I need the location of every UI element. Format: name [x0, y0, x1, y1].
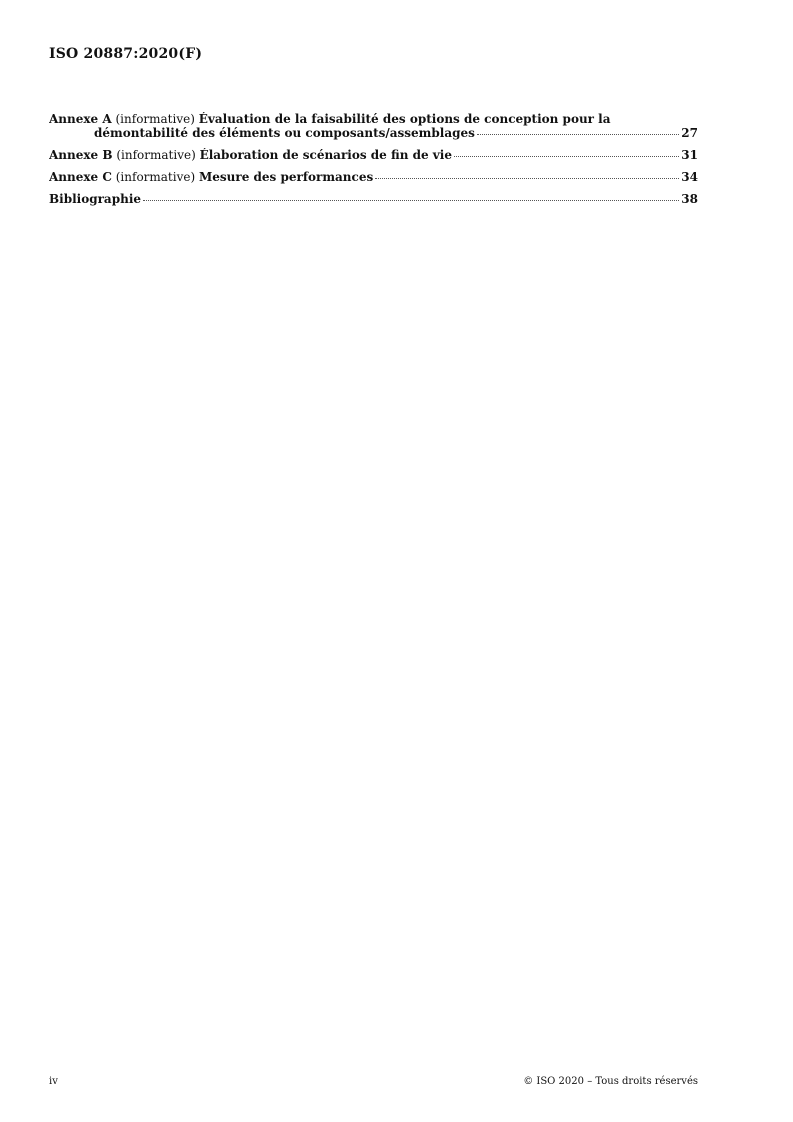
toc-entry-title-continued: démontabilité des éléments ou composants/assemblages — [94, 126, 475, 140]
dot-leader — [375, 178, 679, 179]
toc-entry-title: Élaboration de scénarios de fin de vie — [199, 148, 452, 162]
toc-entry-type: (informative) — [115, 170, 196, 184]
dot-leader — [477, 134, 679, 135]
toc-entry-line — [49, 148, 698, 162]
toc-entry-title: Bibliographie — [49, 192, 142, 206]
dot-leader — [454, 156, 679, 157]
toc-entry-annex-c[interactable] — [49, 170, 698, 184]
toc-entry-page-number: 34 — [681, 170, 698, 184]
toc-entry-page-number: 38 — [681, 192, 698, 206]
toc-entry-line — [49, 192, 698, 206]
toc-entry-annex-a[interactable] — [49, 112, 698, 140]
toc-entry-line — [49, 170, 698, 184]
toc-entry-type: (informative) — [115, 112, 195, 126]
toc-entry-second-line — [49, 126, 698, 140]
toc-entry-title: Mesure des performances — [198, 170, 374, 184]
toc-entry-text — [49, 170, 373, 184]
table-of-contents — [49, 112, 698, 214]
footer-page-number: iv — [49, 1076, 58, 1087]
toc-entry-label: Annexe A — [49, 112, 112, 126]
document-id-header: ISO 20887:2020(F) — [49, 46, 203, 62]
toc-entry-page-number: 27 — [681, 126, 698, 140]
toc-entry-text — [49, 148, 452, 162]
footer-copyright: © ISO 2020 – Tous droits réservés — [523, 1076, 698, 1087]
toc-entry-type: (informative) — [116, 148, 196, 162]
toc-entry-label: Annexe B — [49, 148, 113, 162]
toc-entry-first-line — [49, 112, 698, 126]
toc-entry-bibliography[interactable] — [49, 192, 698, 206]
toc-entry-page-number: 31 — [681, 148, 698, 162]
toc-entry-annex-b[interactable] — [49, 148, 698, 162]
toc-entry-title: Évaluation de la faisabilité des options de conception pour la — [198, 112, 611, 126]
dot-leader — [143, 200, 679, 201]
toc-entry-label: Annexe C — [49, 170, 112, 184]
